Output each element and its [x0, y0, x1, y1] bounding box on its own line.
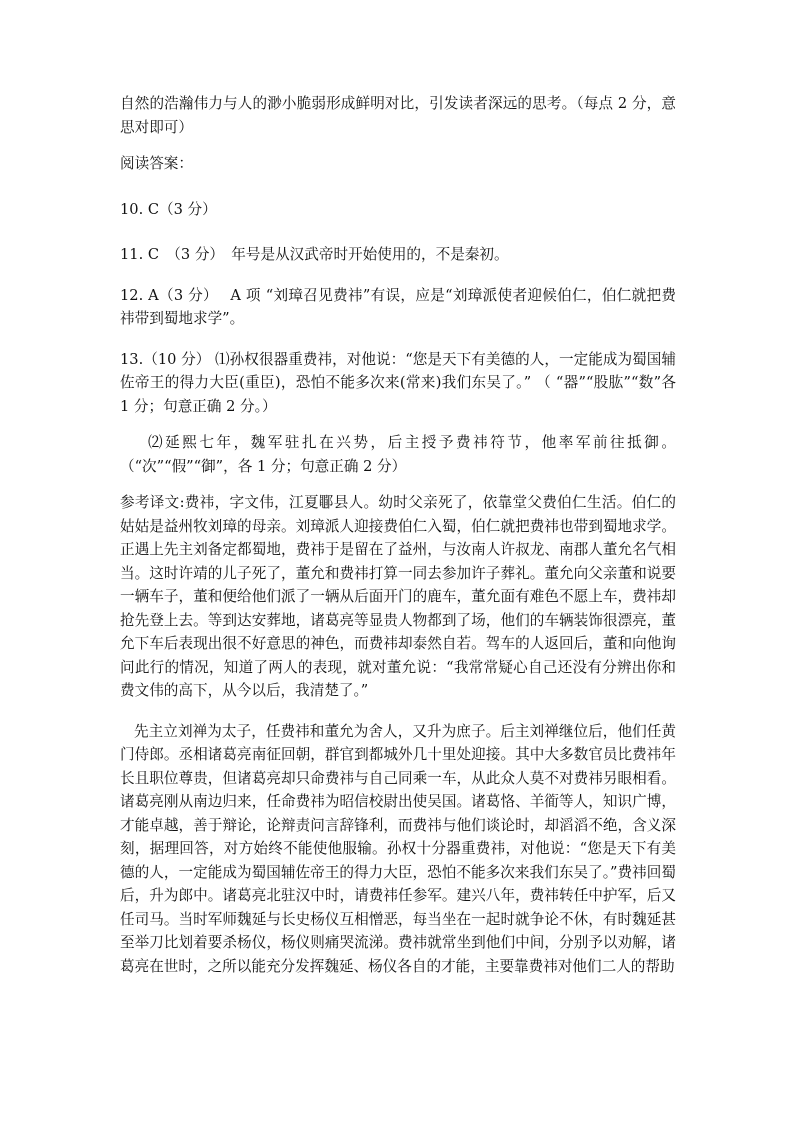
translation-paragraph-2: 先主立刘禅为太子，任费祎和董允为舍人，又升为庶子。后主刘禅继位后，他们任黄门侍郎。丞相诸葛亮南征回朝，群官到都城外几十里处迎接。其中大多数官员比费祎年长且职位尊贵，但诸葛亮却只命费祎与自己同乘一车，从此众人莫不对费祎另眼相看。诸葛亮刚从南边归来，任命费祎为昭信校尉出使吴国。诸葛恪、羊衜等人，知识广博，才能卓越，善于辩论，论辩责问言辞锋利，而费祎与他们谈论时，却滔滔不绝，含义深刻，据理回答，对方始终不能使他服输。孙权十分器重费祎，对他说：“您是天下有美德的人，一定能成为蜀国辅佐帝王的得力大臣，恐怕不能多次来我们东吴了。”费祎回蜀后，升为郎中。诸葛亮北驻汉中时，请费祎任参军。建兴八年，费祎转任中护军，后又任司马。当时军师魏延与长史杨仪互相憎恶，每当坐在一起时就争论不休，有时魏延甚至举刀比划着要杀杨仪，杨仪则痛哭流涕。费祎就常坐到他们中间，分别予以劝解，诸葛亮在世时，之所以能充分发挥魏延、杨仪各自的才能，主要靠费祎对他们二人的帮助 [120, 722, 676, 975]
answer-q12: 12. A（3 分） A 项 “刘璋召见费祎”有误，应是“刘璋派使者迎候伯仁，伯仁就把费祎带到蜀地求学”。 [120, 286, 676, 327]
intro-paragraph: 自然的浩瀚伟力与人的渺小脆弱形成鲜明对比，引发读者深远的思考。（每点 2 分，意思对即可） [120, 95, 676, 136]
answers-heading: 阅读答案： [120, 155, 193, 172]
translation-paragraph-1: 参考译文:费祎，字文伟，江夏鄳县人。幼时父亲死了，依靠堂父费伯仁生活。伯仁的姑姑是益州牧刘璋的母亲。刘璋派人迎接费伯仁入蜀，伯仁就把费祎也带到蜀地求学。正遇上先主刘备定都蜀地，费祎于是留在了益州，与汝南人许叔龙、南郡人董允名气相当。这时许靖的儿子死了，董允和费祎打算一同去参加许子葬礼。董允向父亲董和说要一辆车子，董和便给他们派了一辆从后面开门的鹿车，董允面有难色不愿上车，费祎却抢先登上去。等到达安葬地，诸葛亮等显贵人物都到了场，他们的车辆装饰很漂亮，董允下车后表现出很不好意思的神色，而费祎却泰然自若。驾车的人返回后，董和向他询问此行的情况，知道了两人的表现，就对董允说：“我常常疑心自己还没有分辨出你和费文伟的高下，从今以后，我清楚了。” [120, 494, 676, 699]
answer-q13-part2: ⑵延熙七年，魏军驻扎在兴势，后主授予费祎符节，他率军前往抵御。（“次”“假”“御”，各 1 分；句意正确 2 分） [120, 434, 676, 475]
answer-q11: 11. C （3 分） 年号是从汉武帝时开始使用的，不是秦初。 [120, 246, 509, 263]
answer-q10: 10. C（3 分） [120, 200, 217, 218]
answer-q13-part1: 13.（10 分） ⑴孙权很器重费祎，对他说：“您是天下有美德的人，一定能成为蜀国辅佐帝王的得力大臣(重臣)，恐怕不能多次来(常来)我们东吴了。” （ “器”“股肱”“数”各 1 分；句意正确 2 分。） [120, 350, 676, 415]
document-page [120, 92, 676, 978]
